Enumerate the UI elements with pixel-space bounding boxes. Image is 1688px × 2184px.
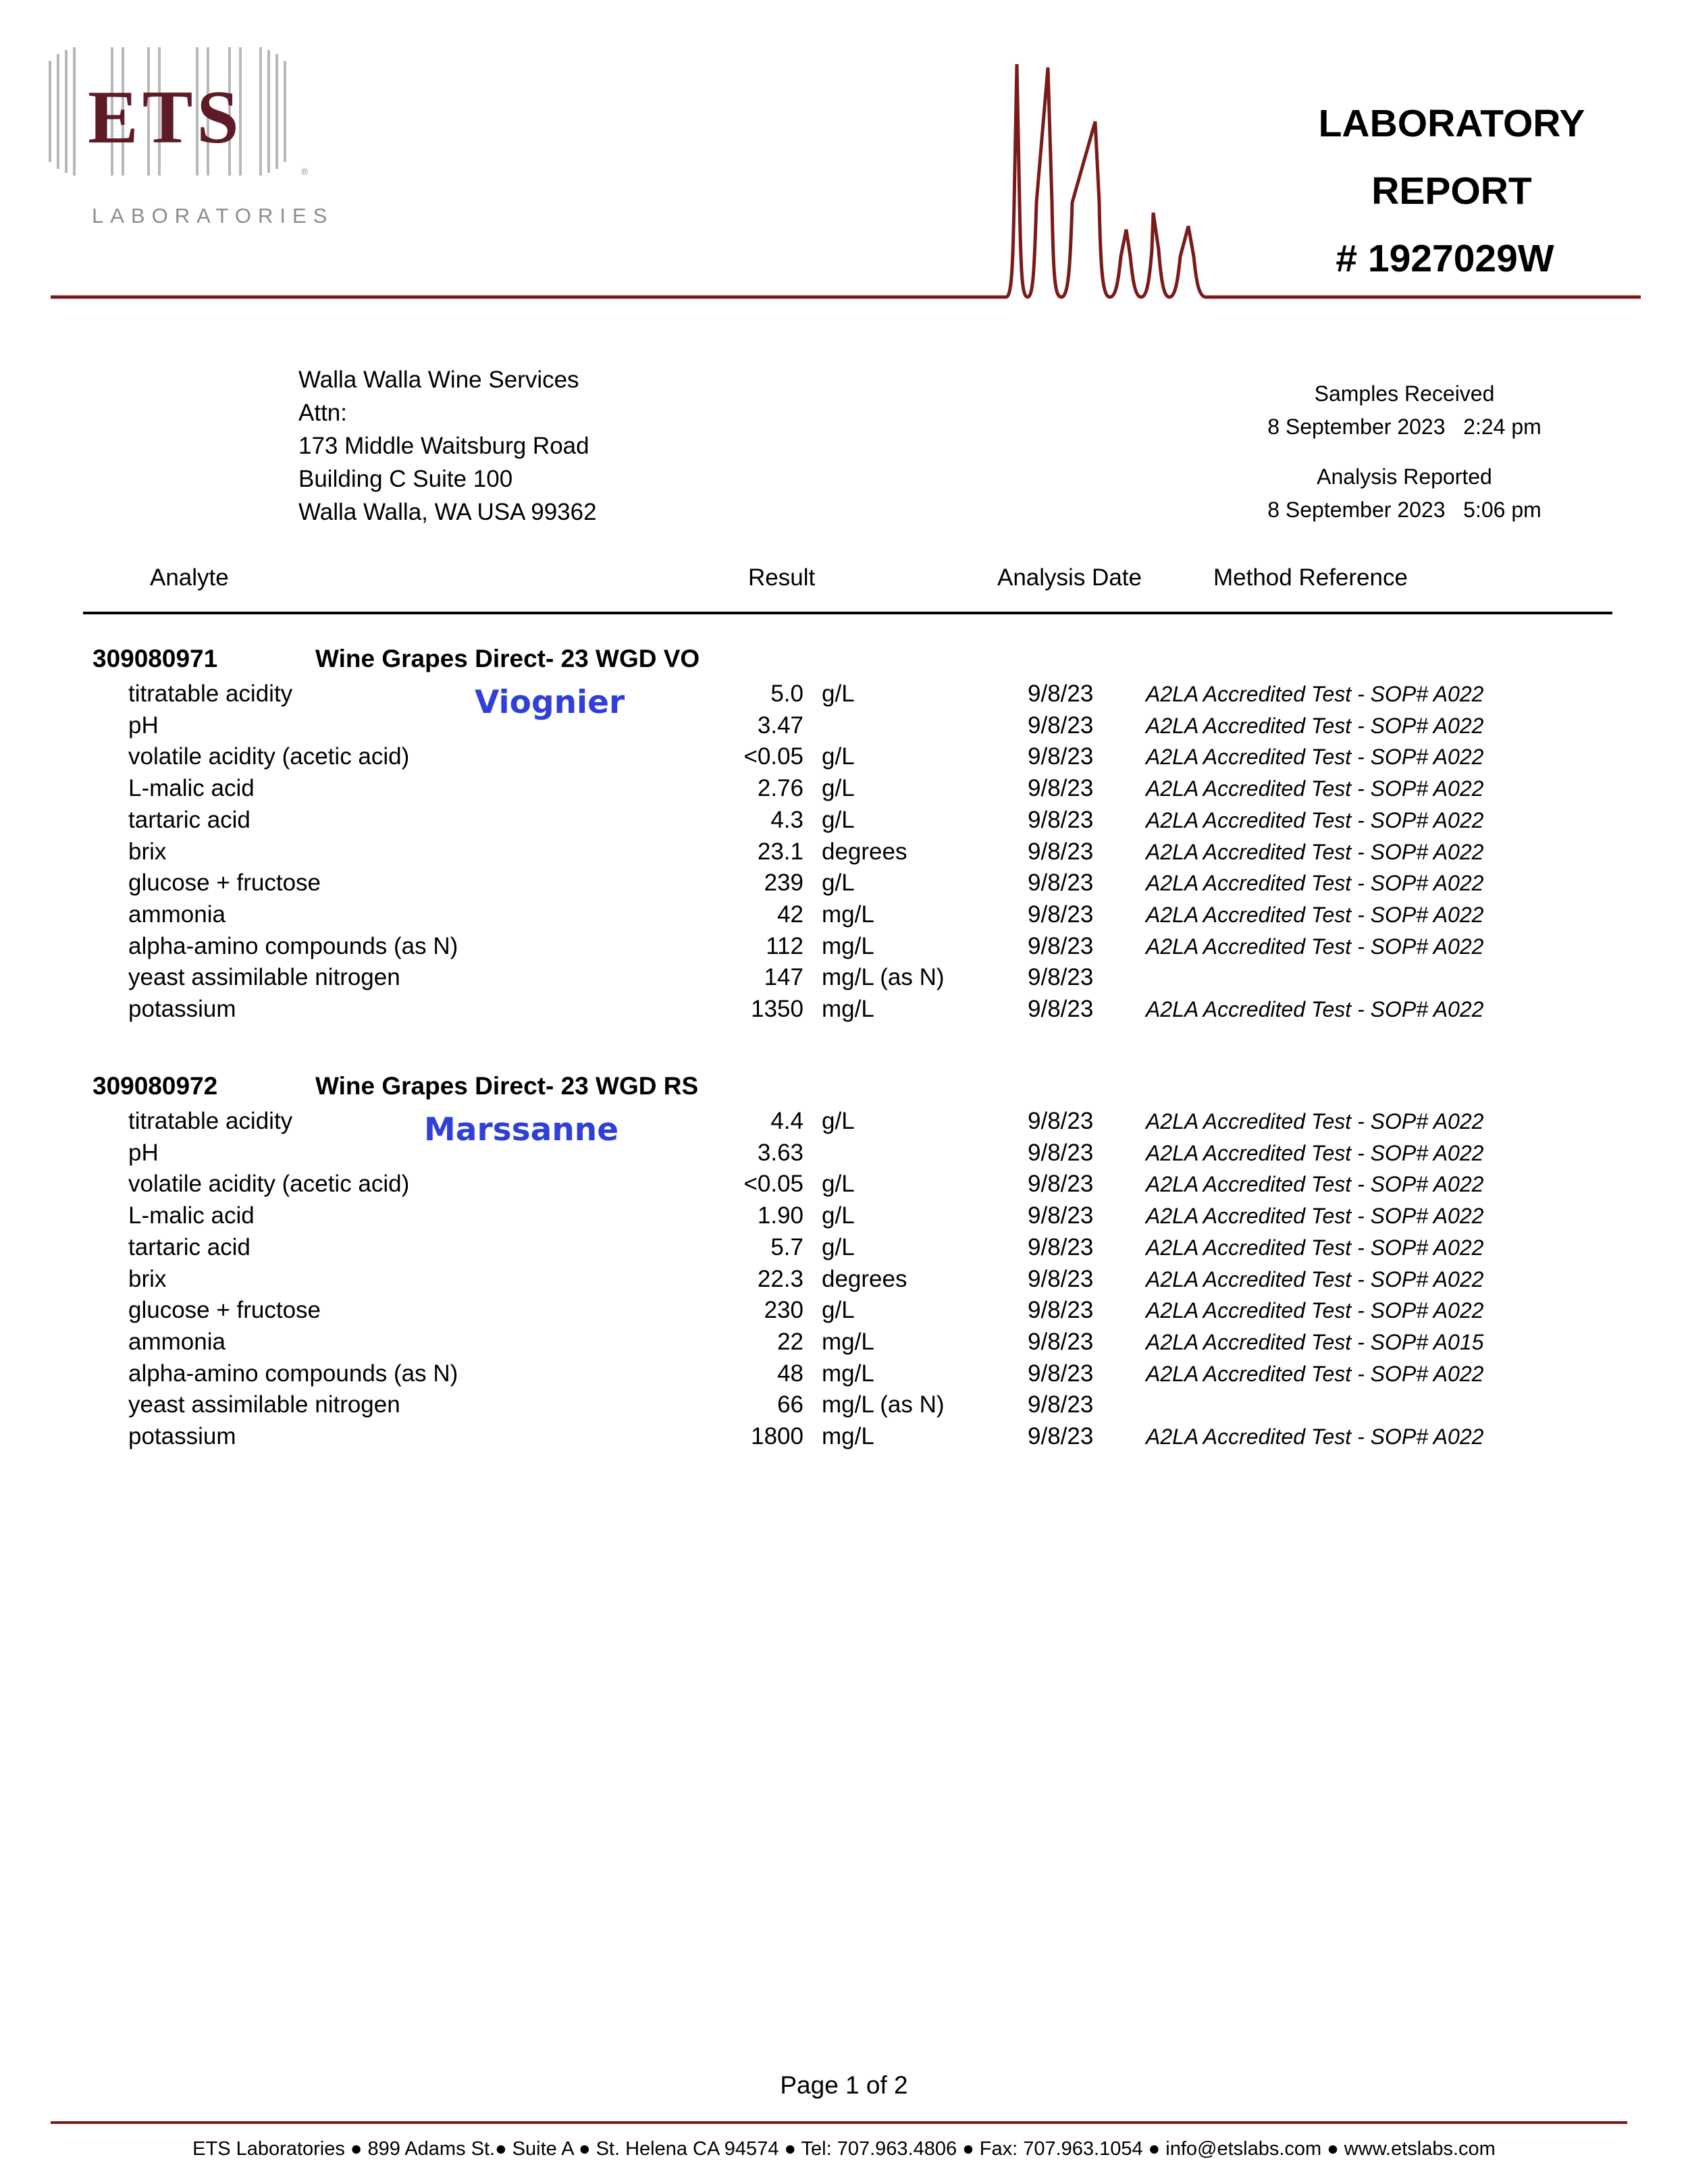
result-cell: 22 [777,1328,803,1355]
table-row [0,743,1688,774]
date-cell: 9/8/23 [1028,901,1094,928]
analyte-cell: tartaric acid [128,1233,250,1260]
registered-mark: ® [301,166,309,177]
unit-cell: g/L [822,1171,855,1198]
unit-cell: mg/L [822,1360,874,1387]
header-method-reference: Method Reference [1213,564,1408,591]
table-row [0,1171,1688,1202]
unit-cell: mg/L [822,901,874,928]
client-name: Walla Walla Wine Services [298,367,579,393]
method-cell: A2LA Accredited Test - SOP# A022 [1146,1424,1484,1449]
method-cell: A2LA Accredited Test - SOP# A022 [1146,902,1484,927]
unit-cell: mg/L [822,1423,874,1449]
received-value: 8 September 2023 2:24 pm [1267,415,1541,439]
unit-cell: mg/L [822,932,874,959]
table-row [0,775,1688,806]
result-cell: 147 [764,964,803,991]
result-cell: 1.90 [757,1202,803,1229]
analyte-cell: alpha-amino compounds (as N) [128,932,458,959]
table-row [0,1297,1688,1328]
date-cell: 9/8/23 [1028,996,1094,1022]
client-attn: Attn: [298,400,347,426]
client-building: Building C Suite 100 [298,466,513,492]
result-cell: 42 [777,901,803,928]
date-cell: 9/8/23 [1028,1171,1094,1198]
client-city: Walla Walla, WA USA 99362 [298,499,597,525]
sample-id: 309080972 [93,1072,218,1100]
table-row [0,681,1688,712]
method-cell: A2LA Accredited Test - SOP# A022 [1146,1298,1484,1323]
table-row [0,964,1688,995]
header-result: Result [748,564,816,591]
unit-cell: mg/L [822,996,874,1022]
result-cell: <0.05 [743,1171,803,1198]
method-cell: A2LA Accredited Test - SOP# A022 [1146,997,1484,1021]
table-row [0,1234,1688,1265]
method-cell: A2LA Accredited Test - SOP# A022 [1146,745,1484,770]
analyte-cell: alpha-amino compounds (as N) [128,1360,458,1387]
result-cell: 3.63 [757,1139,803,1166]
method-cell: A2LA Accredited Test - SOP# A022 [1146,934,1484,959]
unit-cell: g/L [822,775,855,802]
analyte-cell: pH [128,712,159,739]
header-analysis-date: Analysis Date [997,564,1142,591]
header-analyte: Analyte [150,564,229,591]
analyte-cell: yeast assimilable nitrogen [128,1391,400,1418]
date-cell: 9/8/23 [1028,1423,1094,1449]
table-row [0,933,1688,964]
method-cell: A2LA Accredited Test - SOP# A022 [1146,1109,1484,1134]
date-cell: 9/8/23 [1028,1391,1094,1418]
date-cell: 9/8/23 [1028,712,1094,739]
analyte-cell: glucose + fructose [128,870,321,897]
table-row [0,712,1688,743]
unit-cell: g/L [822,806,855,833]
unit-cell: g/L [822,1202,855,1229]
method-cell: A2LA Accredited Test - SOP# A022 [1146,713,1484,738]
analyte-cell: L-malic acid [128,775,255,802]
method-cell: A2LA Accredited Test - SOP# A015 [1146,1329,1484,1354]
footer-contact: ETS Laboratories ● 899 Adams St.● Suite A ● St. Helena CA 94574 ● Tel: 707.963.4806 ● Fax: 707.963.1054 ● info@etslabs.com ● www.etslabs.com [192,2138,1496,2160]
table-row [0,1202,1688,1233]
date-cell: 9/8/23 [1028,1202,1094,1229]
analyte-cell: pH [128,1139,159,1166]
unit-cell: mg/L [822,1328,874,1355]
unit-cell: g/L [822,743,855,770]
unit-cell: g/L [822,1233,855,1260]
result-cell: 3.47 [757,712,803,739]
table-row [0,1329,1688,1360]
analyte-cell: volatile acidity (acetic acid) [128,743,410,770]
table-row [0,1423,1688,1454]
analyte-cell: ammonia [128,901,226,928]
unit-cell: degrees [822,838,907,865]
unit-cell: degrees [822,1265,907,1292]
analyte-cell: tartaric acid [128,806,250,833]
result-cell: 4.4 [770,1108,803,1134]
unit-cell: mg/L (as N) [822,1391,945,1418]
date-cell: 9/8/23 [1028,838,1094,865]
analyte-cell: brix [128,1265,167,1292]
report-number: # 1927029W [1336,237,1554,280]
date-cell: 9/8/23 [1028,932,1094,959]
logo-text: ETS [88,76,243,159]
unit-cell: g/L [822,1297,855,1324]
table-row [0,838,1688,870]
date-cell: 9/8/23 [1028,1297,1094,1324]
method-cell: A2LA Accredited Test - SOP# A022 [1146,1235,1484,1260]
result-cell: <0.05 [743,743,803,770]
result-cell: 5.0 [770,681,803,707]
unit-cell: g/L [822,1108,855,1134]
analyte-cell: ammonia [128,1328,226,1355]
table-row [0,1391,1688,1422]
table-row [0,1266,1688,1297]
result-cell: 23.1 [757,838,803,865]
table-row [0,996,1688,1027]
reported-value: 8 September 2023 5:06 pm [1267,498,1541,522]
table-row [0,1108,1688,1139]
table-row [0,870,1688,901]
table-row [0,1360,1688,1391]
date-cell: 9/8/23 [1028,1360,1094,1387]
variety-annotation: Marssanne [424,1111,619,1148]
method-cell: A2LA Accredited Test - SOP# A022 [1146,682,1484,706]
table-row [0,901,1688,932]
result-cell: 239 [764,870,803,897]
date-cell: 9/8/23 [1028,1328,1094,1355]
method-cell: A2LA Accredited Test - SOP# A022 [1146,1204,1484,1229]
result-cell: 66 [777,1391,803,1418]
result-cell: 1350 [751,996,803,1022]
result-cell: 1800 [751,1423,803,1449]
analyte-cell: potassium [128,1423,236,1449]
result-cell: 22.3 [757,1265,803,1292]
analyte-cell: potassium [128,996,236,1022]
report-title-line2: REPORT [1371,169,1532,213]
sample-id: 309080971 [93,645,218,672]
unit-cell: g/L [822,870,855,897]
analyte-cell: titratable acidity [128,681,293,707]
unit-cell: g/L [822,681,855,707]
result-cell: 2.76 [757,775,803,802]
method-cell: A2LA Accredited Test - SOP# A022 [1146,1267,1484,1291]
client-street: 173 Middle Waitsburg Road [298,433,589,459]
analyte-cell: brix [128,838,167,865]
date-cell: 9/8/23 [1028,1265,1094,1292]
table-row [0,1140,1688,1171]
method-cell: A2LA Accredited Test - SOP# A022 [1146,839,1484,864]
method-cell: A2LA Accredited Test - SOP# A022 [1146,1172,1484,1197]
date-cell: 9/8/23 [1028,806,1094,833]
received-label: Samples Received [1314,381,1495,406]
date-cell: 9/8/23 [1028,1108,1094,1134]
date-cell: 9/8/23 [1028,964,1094,991]
header-divider [83,612,1612,614]
analyte-cell: glucose + fructose [128,1297,321,1324]
report-title-line1: LABORATORY [1318,102,1585,145]
date-cell: 9/8/23 [1028,775,1094,802]
date-cell: 9/8/23 [1028,1233,1094,1260]
sample-name: Wine Grapes Direct- 23 WGD RS [315,1072,699,1100]
date-cell: 9/8/23 [1028,743,1094,770]
result-cell: 112 [766,932,803,959]
variety-annotation: Viognier [475,684,625,721]
analyte-cell: volatile acidity (acetic acid) [128,1171,410,1198]
page-number: Page 1 of 2 [780,2071,908,2099]
result-cell: 4.3 [770,806,803,833]
method-cell: A2LA Accredited Test - SOP# A022 [1146,807,1484,832]
result-cell: 48 [777,1360,803,1387]
method-cell: A2LA Accredited Test - SOP# A022 [1146,1140,1484,1165]
logo-subtitle: LABORATORIES [92,204,334,228]
result-cell: 230 [764,1297,803,1324]
analyte-cell: yeast assimilable nitrogen [128,964,400,991]
date-cell: 9/8/23 [1028,870,1094,897]
analyte-cell: L-malic acid [128,1202,255,1229]
method-cell: A2LA Accredited Test - SOP# A022 [1146,871,1484,896]
unit-cell: mg/L (as N) [822,964,945,991]
method-cell: A2LA Accredited Test - SOP# A022 [1146,1361,1484,1386]
date-cell: 9/8/23 [1028,681,1094,707]
reported-label: Analysis Reported [1317,464,1492,489]
sample-name: Wine Grapes Direct- 23 WGD VO [315,645,700,672]
result-cell: 5.7 [770,1233,803,1260]
method-cell: A2LA Accredited Test - SOP# A022 [1146,776,1484,801]
date-cell: 9/8/23 [1028,1139,1094,1166]
analyte-cell: titratable acidity [128,1108,293,1134]
table-row [0,807,1688,838]
footer-rule [51,2121,1627,2124]
